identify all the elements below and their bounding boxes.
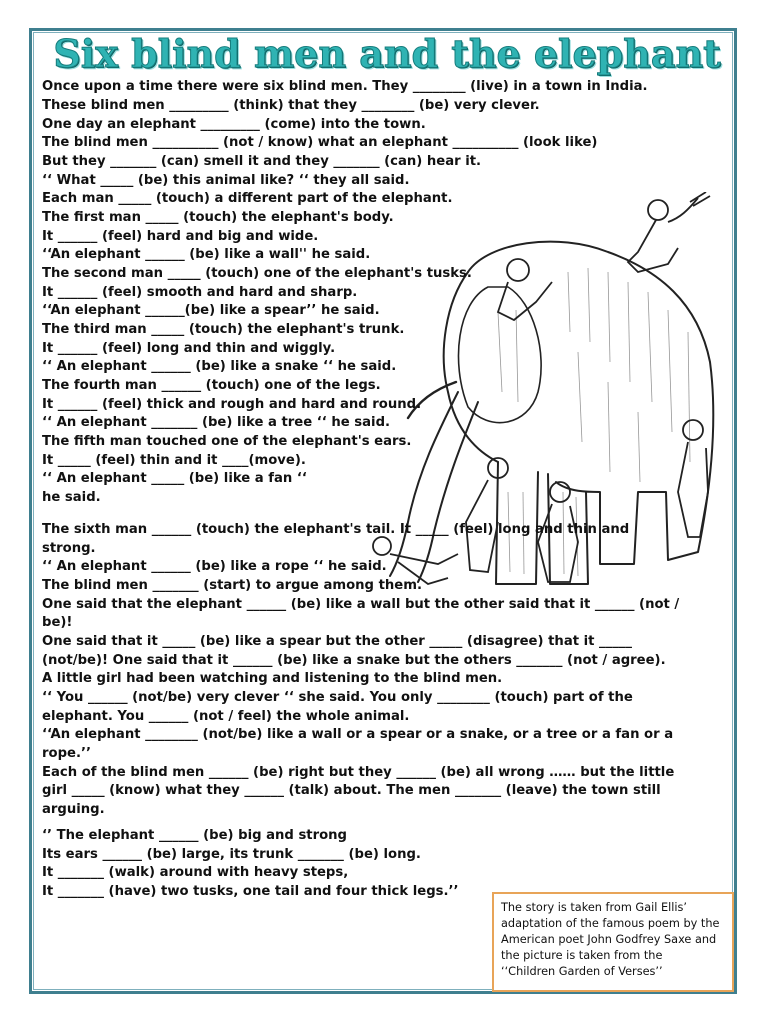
- text-line: ‘‘ What _____ (be) this animal like? ‘‘ they all said.: [42, 173, 410, 188]
- text-line: These blind men _________ (think) that they ________ (be) very clever.: [42, 98, 540, 113]
- text-line: ‘‘An elephant ________ (not/be) like a wall or a spear or a snake, or a tree or a fan or a: [42, 727, 674, 742]
- text-line: arguing.: [42, 802, 105, 817]
- text-line: The first man _____ (touch) the elephant's body.: [42, 210, 394, 225]
- text-line: ‘‘ You ______ (not/be) very clever ‘‘ she said. You only ________ (touch) part of the: [42, 690, 633, 705]
- text-line: ‘‘ An elephant _____ (be) like a fan ‘‘: [42, 471, 307, 486]
- source-note: [492, 892, 734, 992]
- text-line: The fifth man touched one of the elephant's ears.: [42, 434, 412, 449]
- text-line: It ______ (feel) thick and rough and hard and round.: [42, 397, 422, 412]
- text-line: ‘‘ An elephant ______ (be) like a snake ‘‘ he said.: [42, 359, 397, 374]
- text-line: ‘‘ An elephant _______ (be) like a tree ‘‘ he said.: [42, 415, 391, 430]
- text-line: The third man _____ (touch) the elephant's trunk.: [42, 322, 405, 337]
- poem-line: It _______ (have) two tusks, one tail and four thick legs.’’: [42, 884, 459, 899]
- source-note-line: the picture is taken from the: [501, 949, 663, 962]
- text-line: (not/be)! One said that it ______ (be) like a snake but the others _______ (not / agree).: [42, 653, 666, 668]
- text-line: One day an elephant _________ (come) into the town.: [42, 117, 426, 132]
- text-line: ‘‘An elephant ______ (be) like a wall'' he said.: [42, 247, 371, 262]
- text-line: Each man _____ (touch) a different part of the elephant.: [42, 191, 453, 206]
- source-note-line: ‘‘Children Garden of Verses’’: [501, 965, 663, 978]
- text-line: It ______ (feel) long and thin and wiggly.: [42, 341, 336, 356]
- text-line: rope.’’: [42, 746, 91, 761]
- text-line: Each of the blind men ______ (be) right but they ______ (be) all wrong …… but the little: [42, 765, 675, 780]
- text-line: girl _____ (know) what they ______ (talk) about. The men _______ (leave) the town still: [42, 783, 661, 798]
- text-line: One said that it _____ (be) like a spear but the other _____ (disagree) that it _____: [42, 634, 632, 649]
- worksheet-title: Six blind men and the elephant: [53, 31, 721, 76]
- text-line: elephant. You ______ (not / feel) the whole animal.: [42, 709, 410, 724]
- poem-line: ‘’ The elephant ______ (be) big and strong: [42, 828, 347, 843]
- poem-line: Its ears ______ (be) large, its trunk _______ (be) long.: [42, 847, 421, 862]
- text-line: A little girl had been watching and listening to the blind men.: [42, 671, 503, 686]
- text-line: be)!: [42, 615, 73, 630]
- text-line: Once upon a time there were six blind men. They ________ (live) in a town in India.: [42, 79, 648, 94]
- text-line: ‘‘ An elephant ______ (be) like a rope ‘‘ he said.: [42, 559, 387, 574]
- source-note-line: adaptation of the famous poem by the: [501, 917, 720, 930]
- text-line: The blind men _______ (start) to argue among them.: [42, 578, 422, 593]
- text-line: The fourth man ______ (touch) one of the legs.: [42, 378, 381, 393]
- text-line: strong.: [42, 541, 96, 556]
- text-line: The blind men __________ (not / know) what an elephant __________ (look like): [42, 135, 598, 150]
- source-note-line: The story is taken from Gail Ellis’: [501, 901, 688, 914]
- poem-line: It _______ (walk) around with heavy steps,: [42, 865, 349, 880]
- text-line: It _____ (feel) thin and it ____(move).: [42, 453, 306, 468]
- text-line: ‘‘An elephant ______(be) like a spear’’ he said.: [42, 303, 380, 318]
- text-line: The second man _____ (touch) one of the elephant's tusks.: [42, 266, 472, 281]
- text-line: One said that the elephant ______ (be) like a wall but the other said that it ______ (not /: [42, 597, 680, 612]
- text-line: The sixth man ______ (touch) the elephant's tail. It _____ (feel) long and thin and: [42, 522, 630, 537]
- text-line: It ______ (feel) smooth and hard and sharp.: [42, 285, 358, 300]
- source-note-line: American poet John Godfrey Saxe and: [501, 933, 717, 946]
- text-line: But they _______ (can) smell it and they _______ (can) hear it.: [42, 154, 482, 169]
- text-line: It ______ (feel) hard and big and wide.: [42, 229, 319, 244]
- text-line: he said.: [42, 490, 101, 505]
